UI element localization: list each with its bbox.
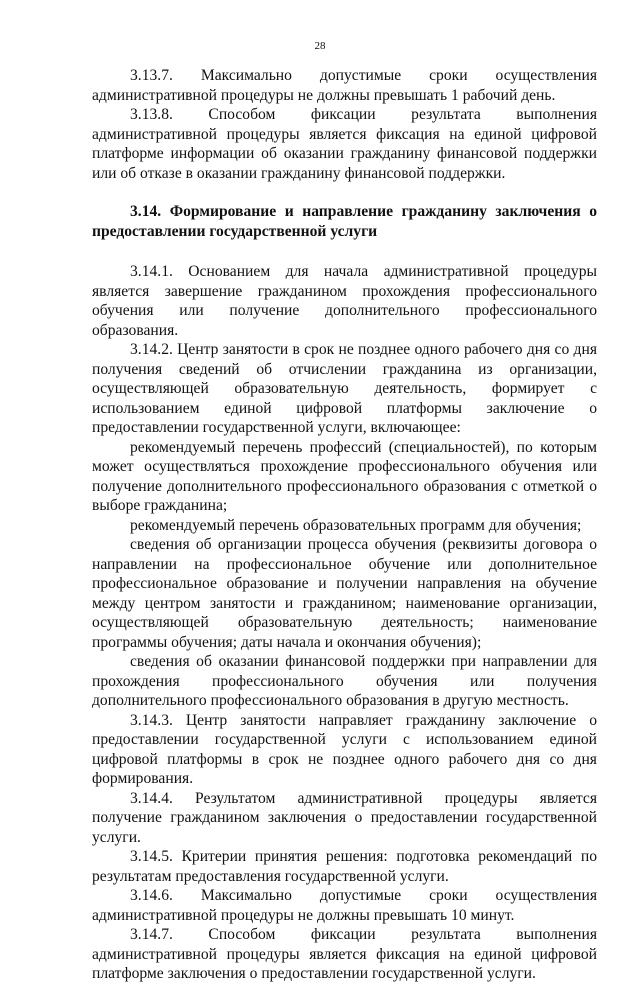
paragraph-3-14-4: 3.14.4. Результатом административной процедуры является получение гражданином заключения о предоставлении государственной услуги. [92, 789, 597, 846]
paragraph-3-13-7: 3.13.7. Максимально допустимые сроки осуществления административной процедуры не должны превышать 1 рабочий день. [92, 67, 597, 104]
paragraph-3-14-6: 3.14.6. Максимально допустимые сроки осуществления административной процедуры не должны превышать 10 минут. [92, 887, 597, 924]
list-item-training-process: сведения об организации процесса обучения (реквизиты договора о направлении на профессиональное обучение или дополнительное профессиональное образование и получении направления на обучение между центром занятости и гражданином; наименование организации, осуществляющей образовательную деятельность; наименование программы обучения; даты начала и окончания обучения); [92, 536, 597, 651]
list-item-professions: рекомендуемый перечень профессий (специальностей), по которым может осуществляться прохождение профессионального обучения или получение дополнительного профессионального образования с отметкой о выборе гражданина; [92, 438, 597, 514]
paragraph-3-14-1: 3.14.1. Основанием для начала административной процедуры является завершение гражданином прохождения профессионального обучения или получение дополнительного профессионального образования. [92, 263, 597, 339]
paragraph-3-14-2: 3.14.2. Центр занятости в срок не позднее одного рабочего дня со дня получения сведений об отчислении гражданина из организации, осуществляющей образовательную деятельность, формирует с использованием единой цифровой платформы заключение о предоставлении государственной услуги, включающее: [92, 341, 597, 436]
paragraph-3-14-3: 3.14.3. Центр занятости направляет гражданину заключение о предоставлении государственной услуги с использованием единой цифровой платформы в срок не позднее одного рабочего дня со дня формирования. [92, 711, 597, 787]
section-heading-3-14: 3.14. Формирование и направление гражданину заключения о предоставлении государственной услуги [92, 203, 597, 240]
page-number: 28 [314, 40, 326, 52]
paragraph-3-14-5: 3.14.5. Критерии принятия решения: подготовка рекомендаций по результатам предоставления государственной услуги. [92, 848, 597, 885]
list-item-financial-support: сведения об оказании финансовой поддержки при направлении для прохождения профессионального обучения или получения дополнительного профессионального образования в другую местность. [92, 653, 597, 709]
paragraph-3-14-7: 3.14.7. Способом фиксации результата выполнения административной процедуры является фиксация на единой цифровой платформе заключения о предоставлении государственной услуги. [92, 926, 597, 982]
list-item-programs: рекомендуемый перечень образовательных программ для обучения; [130, 516, 582, 534]
document-body [92, 66, 597, 984]
paragraph-3-13-8: 3.13.8. Способом фиксации результата выполнения административной процедуры является фиксация на единой цифровой платформе информации об оказании гражданину финансовой поддержки или об отказе в оказании гражданину финансовой поддержки. [92, 106, 597, 182]
